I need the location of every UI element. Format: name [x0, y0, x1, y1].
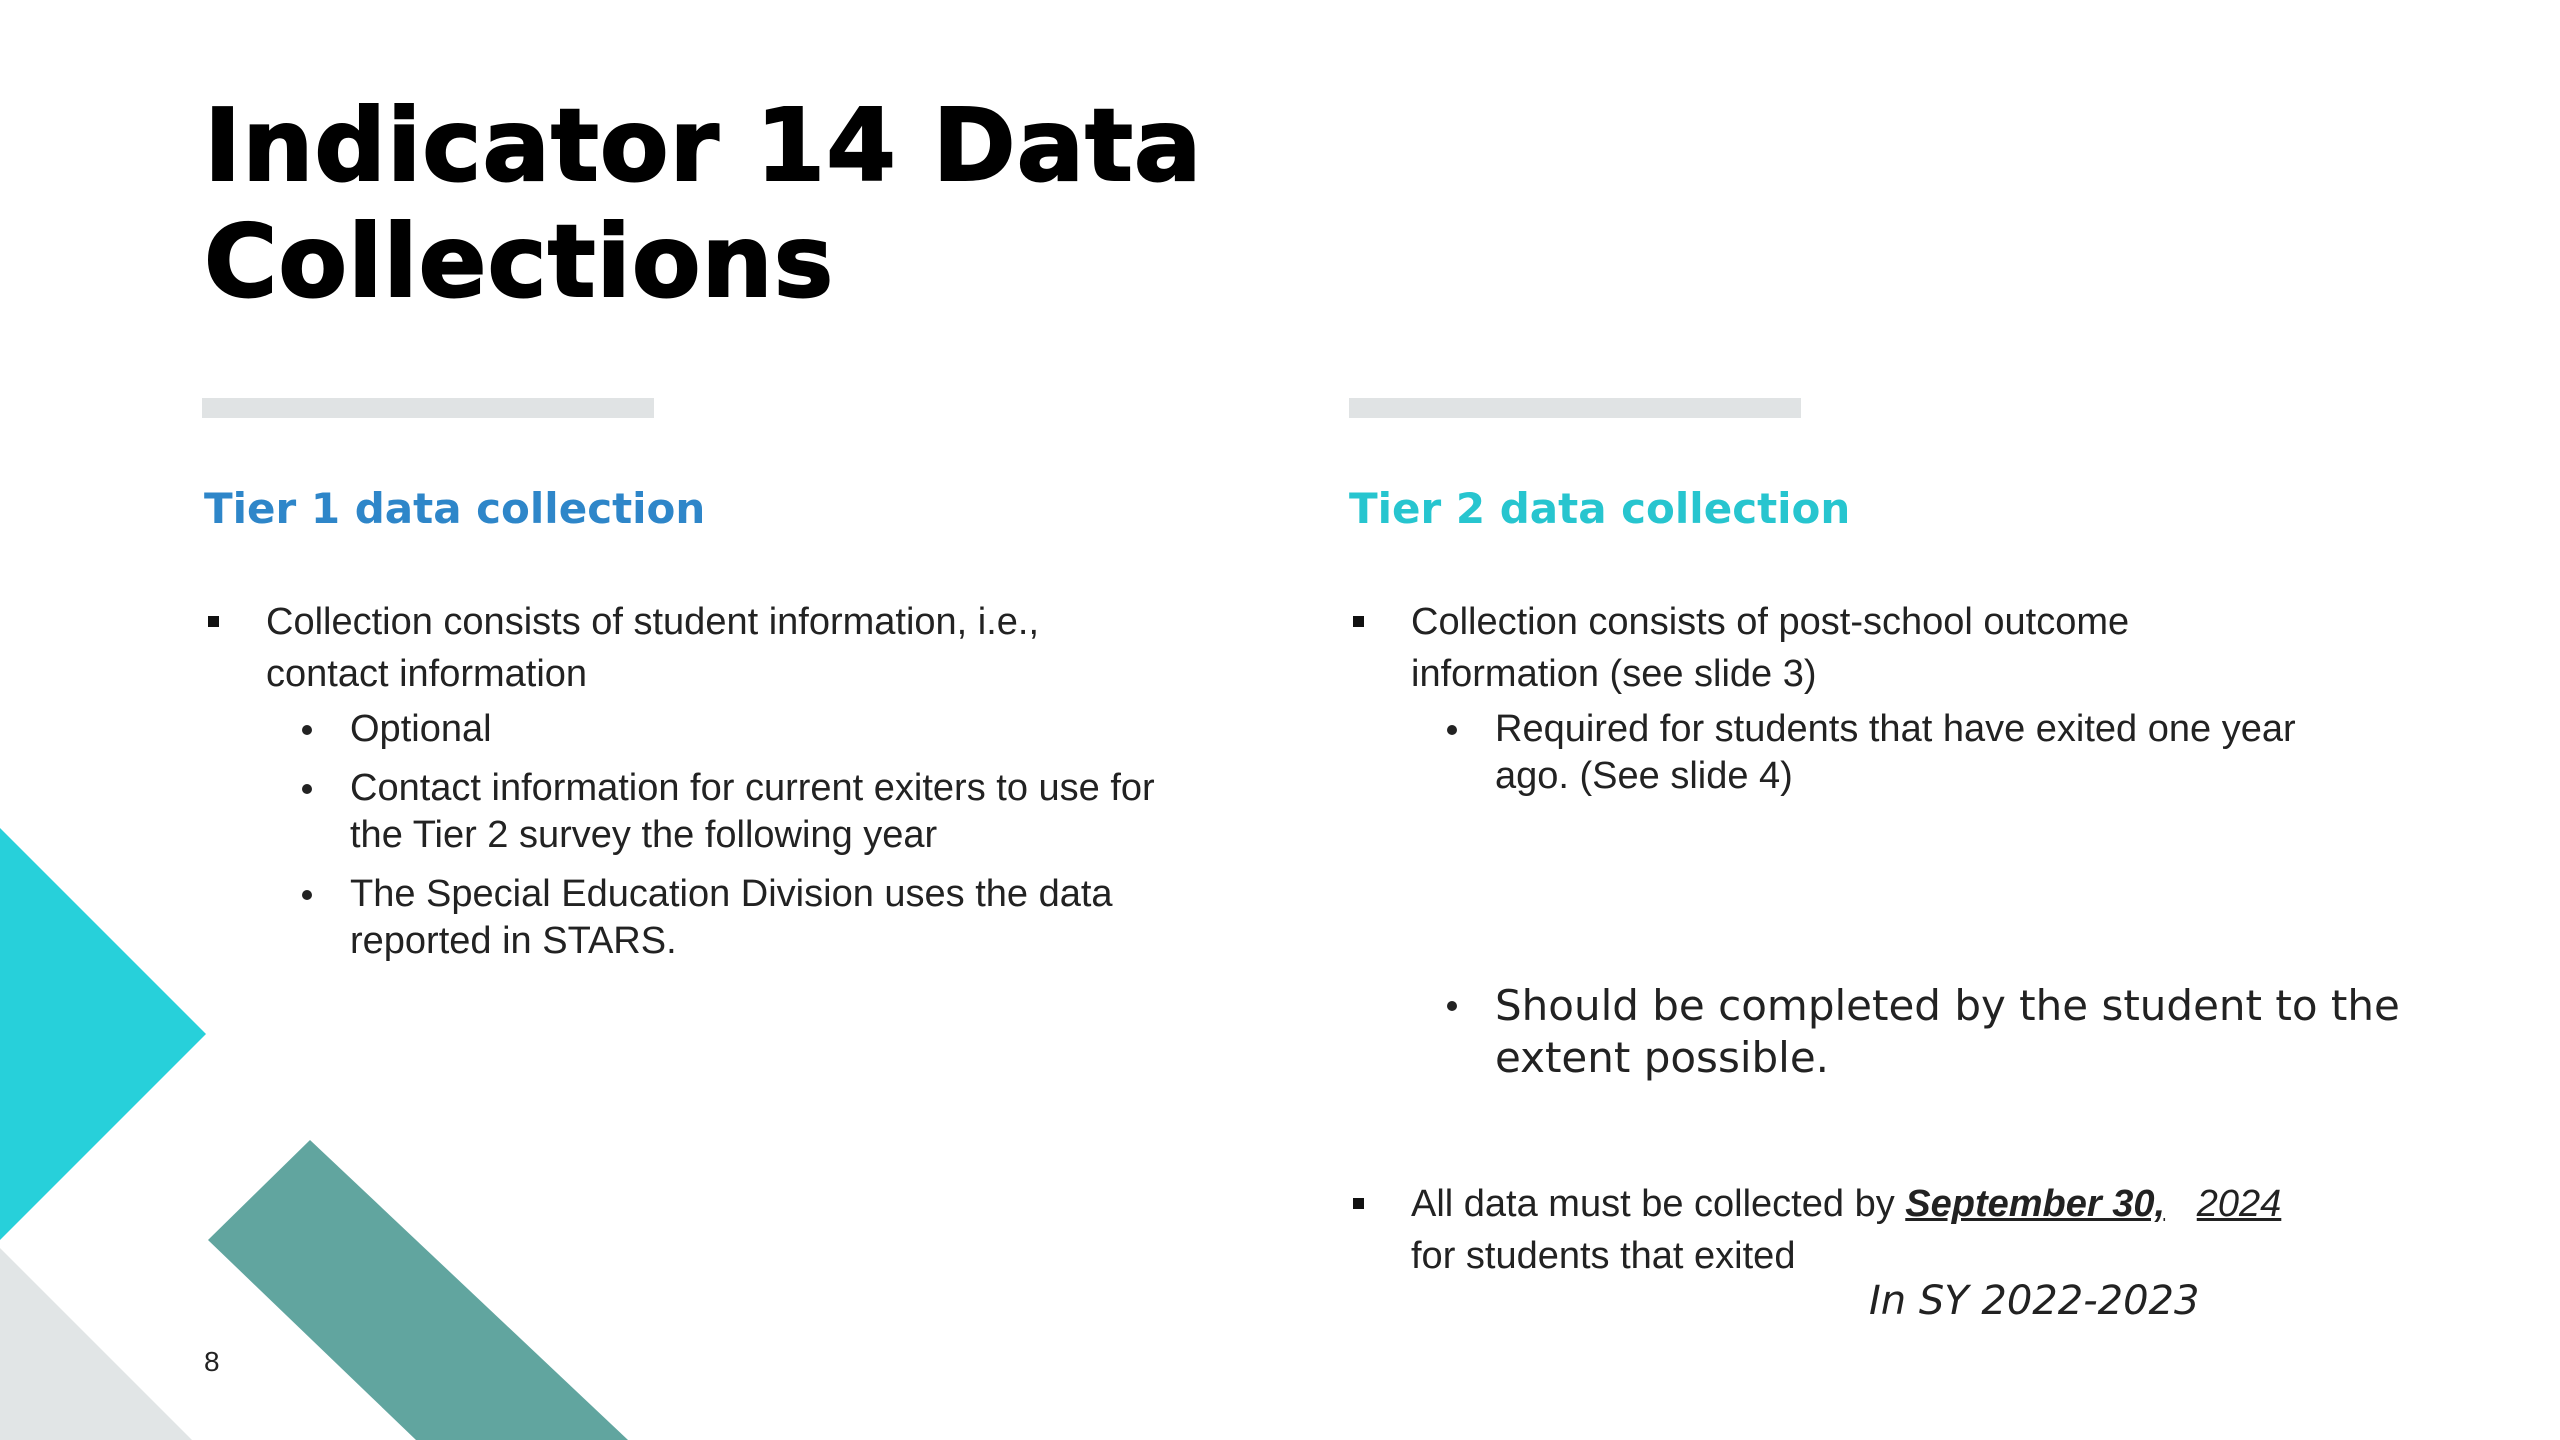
- tier2-divider: [1349, 398, 1801, 418]
- tier2-bullet-1-text: [1411, 596, 2449, 700]
- round-bullet-icon: [302, 890, 312, 900]
- tier1-sub-bullet-2-text: [350, 765, 1264, 859]
- tier2-sub-bullet-2: [1349, 980, 2449, 1084]
- tier2-bullet-1-line-1: Collection consists of post-school outcome: [1411, 601, 2130, 643]
- tier1-bullet-1: [204, 596, 1264, 700]
- tier1-sub-bullet-3: [204, 871, 1264, 965]
- deadline-date: September 30,: [1905, 1183, 2166, 1225]
- deco-cyan-triangle: [0, 828, 206, 1240]
- tier2-bullet-2-text: [1411, 1178, 2499, 1282]
- square-bullet-icon: [208, 616, 219, 627]
- tier2-sub-bullet-2-line-2: extent possible.: [1495, 1033, 1830, 1082]
- round-bullet-icon: [1447, 1001, 1457, 1011]
- tier1-sub-bullet-2: [204, 765, 1264, 859]
- round-bullet-icon: [302, 784, 312, 794]
- tier2-bullet-1-line-2: information (see slide 3): [1411, 653, 1817, 695]
- tier2-bullet-2-prefix: All data must be collected by: [1411, 1183, 1906, 1225]
- tier2-bullet-1: [1349, 596, 2449, 700]
- deco-teal-band: [208, 1140, 628, 1440]
- tier2-bullet-2-row: [1349, 1178, 2499, 1282]
- tier2-bullet-list: [1349, 596, 2449, 800]
- tier2-bullet-2-line-2: for students that exited: [1411, 1235, 1796, 1277]
- tier2-sub-bullet-1-line-1: Required for students that have exited one year: [1495, 708, 2296, 750]
- tier1-bullet-1-text: [266, 596, 1264, 700]
- title-line-1: Indicator 14 Data: [204, 87, 1203, 204]
- tier2-sub-bullet-1: [1349, 706, 2449, 800]
- page-number: 8: [204, 1346, 220, 1377]
- deco-grey-triangle: [0, 1248, 192, 1440]
- title-line-2: Collections: [204, 203, 835, 320]
- tier1-sub-bullet-1: [204, 706, 1264, 753]
- tier1-sub-bullet-2-line-2: the Tier 2 survey the following year: [350, 814, 938, 856]
- square-bullet-icon: [1353, 1198, 1364, 1209]
- tier2-sub-bullet-1-line-2: ago. (See slide 4): [1495, 755, 1793, 797]
- tier1-sub-bullet-1-text: Optional: [350, 708, 492, 750]
- tier1-bullet-list: [204, 596, 1264, 965]
- tier2-sub-bullet-2-row: [1349, 980, 2449, 1084]
- school-year-note: In SY 2022-2023: [1869, 1278, 2200, 1324]
- tier1-heading: Tier 1 data collection: [204, 484, 706, 533]
- tier1-divider: [202, 398, 654, 418]
- square-bullet-icon: [1353, 616, 1364, 627]
- tier2-heading: Tier 2 data collection: [1349, 484, 1851, 533]
- page-title: [204, 88, 1202, 320]
- tier2-sub-bullet-1-text: [1495, 706, 2449, 800]
- tier1-sub-bullet-3-text: [350, 871, 1264, 965]
- tier2-bullet-2: [1349, 1178, 2499, 1282]
- round-bullet-icon: [1447, 725, 1457, 735]
- tier2-sub-bullet-2-line-1: Should be completed by the student to the: [1495, 981, 2400, 1030]
- tier2-sub-bullet-2-text: [1495, 980, 2449, 1084]
- tier1-bullet-1-line-2: contact information: [266, 653, 588, 695]
- tier1-sub-bullet-3-line-1: The Special Education Division uses the data: [350, 873, 1113, 915]
- tier1-sub-bullet-2-line-1: Contact information for current exiters to use for: [350, 767, 1155, 809]
- tier1-bullet-1-line-1: Collection consists of student information, i.e.,: [266, 601, 1040, 643]
- tier1-sub-bullet-3-line-2: reported in STARS.: [350, 920, 677, 962]
- round-bullet-icon: [302, 725, 312, 735]
- deadline-year: 2024: [2196, 1183, 2282, 1225]
